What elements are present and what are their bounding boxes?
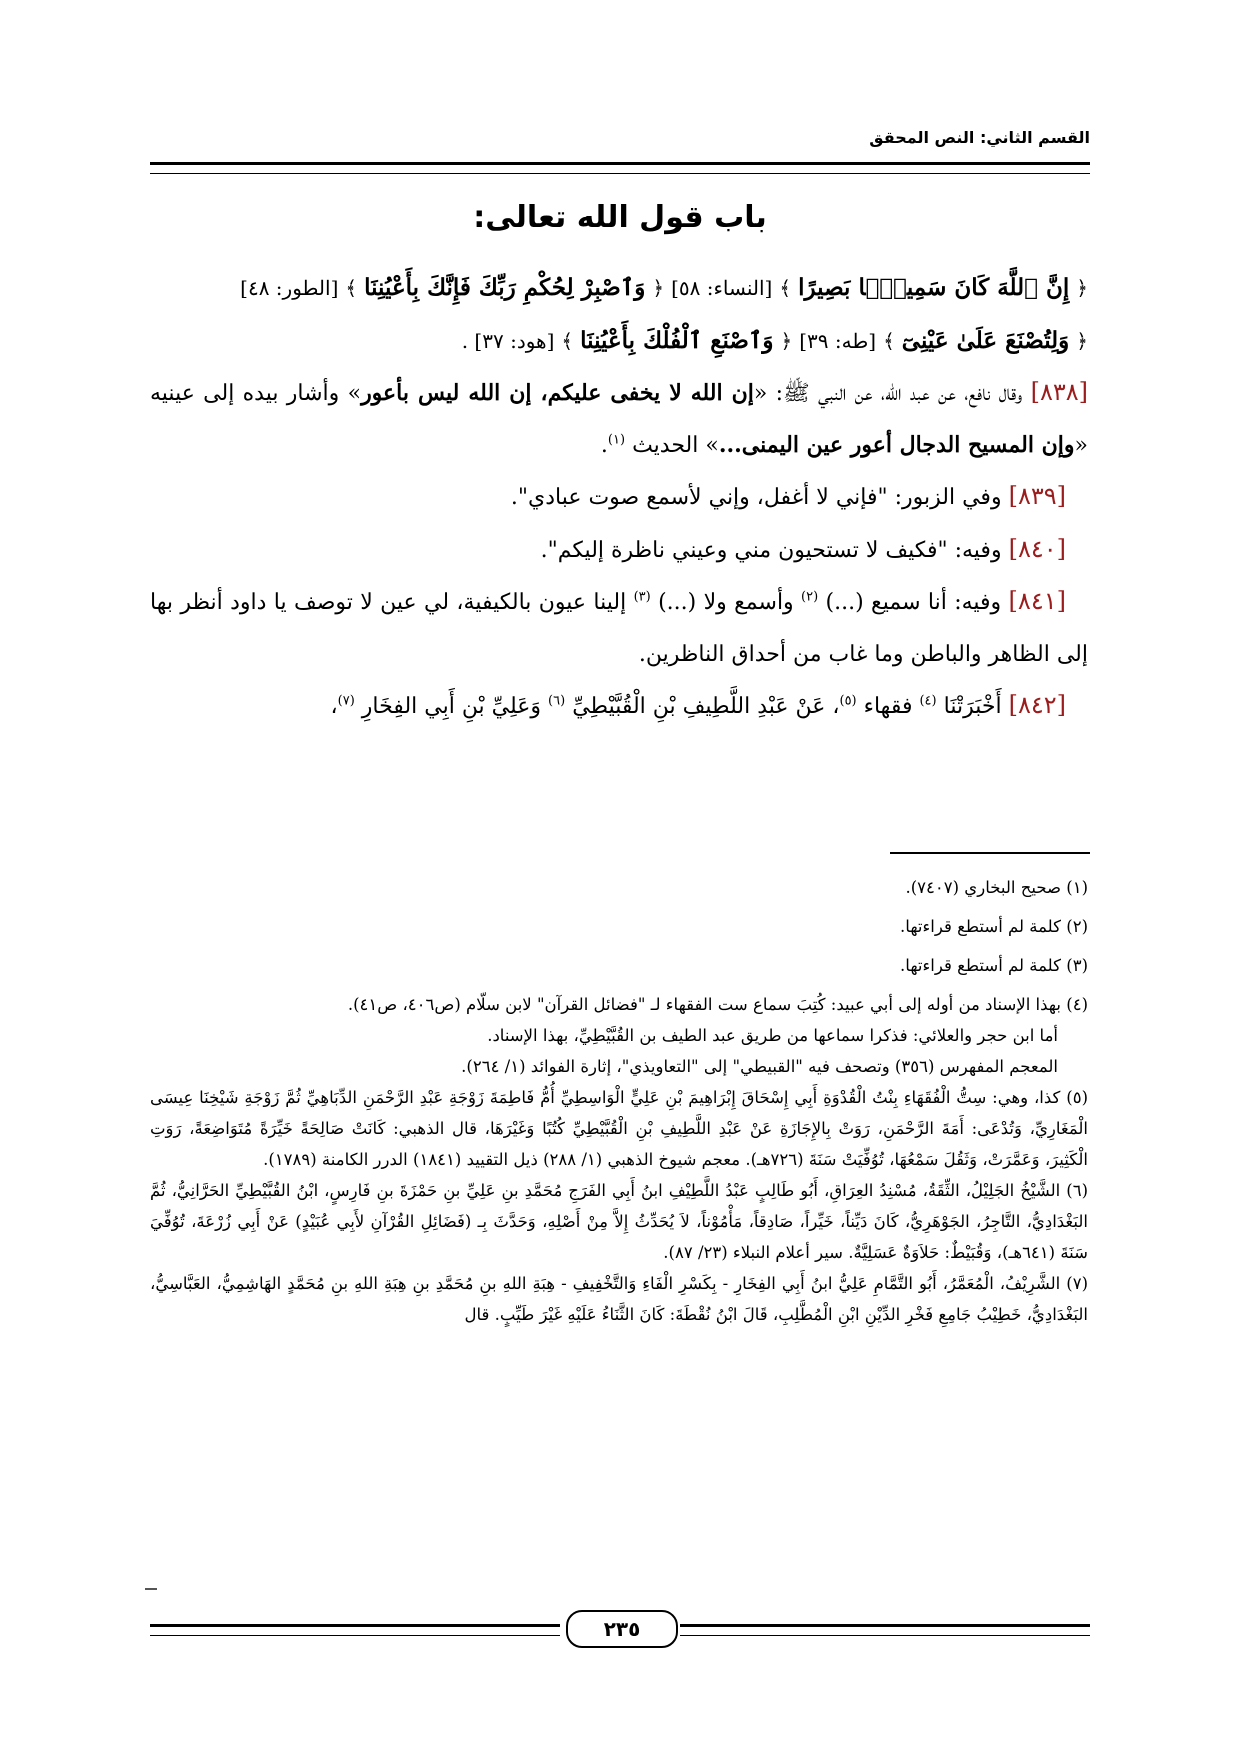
paragraph-number: [٨٤٠] — [1008, 534, 1066, 563]
verse-2: وَٱصْبِرْ لِحُكْمِ رَبِّكَ فَإِنَّكَ بِأَعْيُنِنَا — [364, 274, 646, 301]
paragraph-text: ، — [330, 694, 338, 719]
footnote-3: (٣) كلمة لم أستطع قراءتها. — [900, 956, 1088, 975]
footer-rule-left — [150, 1624, 560, 1636]
verse-line-2 — [150, 315, 1088, 368]
footnote-7: (٧) الشَّرِيْفُ، الْمُعَمَّرُ، أَبُو التَّمَّامِ عَلِيُّ ابنُ أَبِي الفِخَارِ - بِكَسْرِ الْفَاءِ وَالتَّخْفِيفِ - هِبَةِ اللهِ بنِ مُحَمَّدِ بنِ هِبَةِ اللهِ بنِ مُحَمَّدٍ الهَاشِمِيُّ، العَبَّاسِيُّ، البَغْدَادِيُّ، خَطِيْبُ جَامِعِ فَخْرِ الدِّيْنِ ابْنِ الْمُطَّلِبِ، قَالَ ابْنُ نُقْطَةَ: كَانَ الثَّنَاءُ عَلَيْهِ غَيْرَ طَيِّبٍ. قال — [150, 1274, 1088, 1324]
paragraph-839 — [150, 471, 1088, 524]
footnote-separator — [890, 852, 1090, 854]
footnote-4-cont: المعجم المفهرس (٣٥٦) وتصحف فيه "القبيطي" إلى "التعاويذي"، إثارة الفوائد (١/ ٢٦٤). — [461, 1057, 1058, 1076]
ornate-bracket-open-icon: ﴿ — [1076, 328, 1088, 353]
footnote-1: (١) صحيح البخاري (٧٤٠٧). — [905, 878, 1088, 897]
verse-3: وَلِتُصْنَعَ عَلَىٰ عَيْنِىٓ — [901, 326, 1070, 354]
footnote-4-cont: أما ابن حجر والعلائي: فذكرا سماعها من طريق عبد الطيف بن القُبَّيْطِيِّ، بهذا الإسناد. — [487, 1026, 1058, 1045]
footnote-ref[interactable]: (٥) — [839, 693, 857, 709]
paragraph-number: [٨٤٢] — [1008, 691, 1066, 719]
footnote-4: (٤) بهذا الإسناد من أوله إلى أبي عبيد: كُتِبَ سماع ست الفقهاء لـ "فضائل القرآن" لابن سلّام (ص٤٠٦، ص٤١). — [347, 995, 1088, 1014]
paragraph-841 — [150, 576, 1088, 680]
ornate-bracket-open-icon: ﴿ — [1076, 276, 1088, 300]
verse-line-1 — [150, 262, 1088, 315]
verse-1-ref: [النساء: ٥٨] — [671, 276, 773, 300]
paragraph-number: [٨٣٩] — [1008, 482, 1066, 510]
verse-4-ref: [هود: ٣٧] . — [461, 328, 555, 353]
footnote-ref[interactable]: (٢) — [801, 589, 819, 605]
verse-4: وَٱصْنَعِ ٱلْفُلْكَ بِأَعْيُنِنَا — [580, 326, 774, 354]
paragraph-840 — [150, 524, 1088, 577]
paragraph-text: وفيه: "فكيف لا تستحيون مني وعيني ناظرة إليكم". — [540, 537, 1002, 563]
page-number: ٢٣٥ — [566, 1610, 678, 1648]
ornate-bracket-close-icon: ﴾ — [883, 328, 895, 353]
chapter-title: باب قول الله تعالى: — [473, 200, 767, 235]
footer-rule-right — [680, 1624, 1090, 1636]
footnote-2: (٢) كلمة لم أستطع قراءتها. — [900, 917, 1088, 936]
ornate-bracket-open-icon: ﴿ — [780, 328, 793, 353]
ornate-bracket-close-icon: ﴾ — [345, 276, 358, 300]
running-head: القسم الثاني: النص المحقق — [869, 128, 1090, 147]
footnote-ref[interactable]: (٣) — [633, 589, 651, 605]
paragraph-text: ، عَنْ عَبْدِ اللَّطِيفِ بْنِ الْقُبَّيْطِيِّ — [572, 694, 840, 719]
paragraph-text: » وأشار بيده إلى عينيه « — [150, 381, 1088, 458]
paragraph-number: [٨٤١] — [1008, 587, 1066, 615]
paragraph-838: [٨٣٨] وقال نافع، عن عبد الله، عن النبي ﷺ: «إن الله لا يخفى عليكم، إن الله ليس بأعور» وأشار بيده إلى عينيه «وإن المسيح الدجال أعور عين اليمنى...» الحديث $^{(١)}$. — [150, 378, 1088, 458]
ornate-bracket-open-icon: ﴿ — [652, 276, 665, 300]
footnote-ref[interactable]: (٦) — [548, 693, 566, 709]
verse-2-ref: [الطور: ٤٨] — [240, 276, 339, 300]
paragraph-text: أَخْبَرَتْنَا — [943, 694, 1002, 719]
paragraph-text: وأسمع ولا (...) — [658, 590, 794, 615]
footnote-ref[interactable]: (١) — [607, 432, 626, 448]
paragraph-text: وفيه: أنا سميع (...) — [825, 590, 1002, 615]
paragraph-text: فقهاء — [863, 694, 913, 719]
header-rule — [150, 162, 1090, 174]
verse-3-ref: [طه: ٣٩] — [799, 328, 877, 353]
paragraph-text: وفي الزبور: "فإني لا أغفل، وإني لأسمع صوت عبادي". — [510, 485, 1002, 510]
footnotes — [150, 872, 1088, 1330]
paragraph-text: وقال نافع، عن عبد الله، عن النبي ﷺ: « — [753, 381, 1023, 406]
hadith-text: وإن المسيح الدجال أعور عين اليمنى... — [718, 431, 1075, 458]
paragraph-text: وَعَلِيِّ بْنِ أَبِي الفِخَارِ — [361, 694, 542, 719]
paragraph-number: [٨٣٨] — [1030, 378, 1088, 406]
footnote-5: (٥) كذا، وهي: سِتُّ الْفُقَهَاءِ بِنْتُ الْقُدْوَةِ أَبِي إِسْحَاقَ إِبْرَاهِيمَ بْنِ عَلِيٍّ الْوَاسِطِيِّ أُمُّ فَاطِمَةَ زَوْجَةِ عَبْدِ الرَّحْمَنِ الدِّبَاهِيِّ ثُمَّ زَوْجَةِ شَيْخِنَا عِيسَى الْمَغَارِيِّ، وَتُدْعَى: أَمَةَ الرَّحْمَنِ، رَوَتْ بِالإِجَازَةِ عَنْ عَبْدِ اللَّطِيفِ بْنِ الْقُبَّيْطِيِّ كُتُبًا وَغَيْرَهَا، قال الذهبي: كَانَتْ صَالِحَةً خَيِّرَةً مُتَوَاضِعَةً، رَوَتِ الْكَثِيرَ، وَعَمَّرَتْ، وَثَقُلَ سَمْعُهَا، تُوُفِّيَتْ سَنَةَ (٧٢٦هـ). معجم شيوخ الذهبي (١/ ٢٨٨) ذيل التقييد (١٨٤١) الدرر الكامنة (١٧٨٩). — [150, 1088, 1088, 1169]
verse-1: إِنَّ ٱللَّهَ كَانَ سَمِيعًۢا بَصِيرًا — [798, 274, 1070, 301]
ornate-bracket-close-icon: ﴾ — [561, 328, 574, 353]
footnote-ref[interactable]: (٤) — [919, 693, 937, 709]
ornate-bracket-close-icon: ﴾ — [779, 276, 792, 300]
footnote-ref[interactable]: (٧) — [337, 693, 355, 709]
hadith-text: إن الله لا يخفى عليكم، إن الله ليس بأعور — [361, 380, 754, 406]
paragraph-text: » الحديث — [632, 432, 719, 458]
continuation-dash — [145, 1588, 157, 1590]
main-text — [150, 262, 1088, 733]
footnote-6: (٦) الشَّيْخُ الجَلِيْلُ، الثِّقَةُ، مُسْنِدُ العِرَاقِ، أَبُو طَالِبٍ عَبْدُ اللَّطِيْفِ ابنُ أَبِي الفَرَجِ مُحَمَّدِ بنِ عَلِيِّ بنِ حَمْزَةَ بنِ فَارِسٍ، ابْنُ القُبَّيْطِيِّ الحَرَّانِيُّ، ثُمَّ البَغْدَادِيُّ، التَّاجِرُ، الجَوْهَرِيُّ، كَانَ دَيِّناً، خَيِّراً، صَادِقاً، مَأْمُوْناً، لاَ يُحَدِّثُ إِلاَّ مِنْ أَصْلِهِ، وَحَدَّثَ بِـ (فَضَائِلِ القُرْآنِ لأَبِي عُبَيْدٍ) عَنْ أَبِي زُرْعَةَ، تُوُفِّيَ سَنَةَ (٦٤١هـ)، وَقُبَيْطٌ: حَلاَوَةٌ عَسَلِيَّةٌ. سير أعلام النبلاء (٢٣/ ٨٧). — [150, 1181, 1088, 1262]
paragraph-842 — [150, 680, 1088, 733]
paragraph-text: إلينا عيون بالكيفية، لي عين لا توصف يا داود أنظر بها إلى الظاهر والباطن وما غاب من أحداق الناظرين. — [150, 590, 1088, 667]
